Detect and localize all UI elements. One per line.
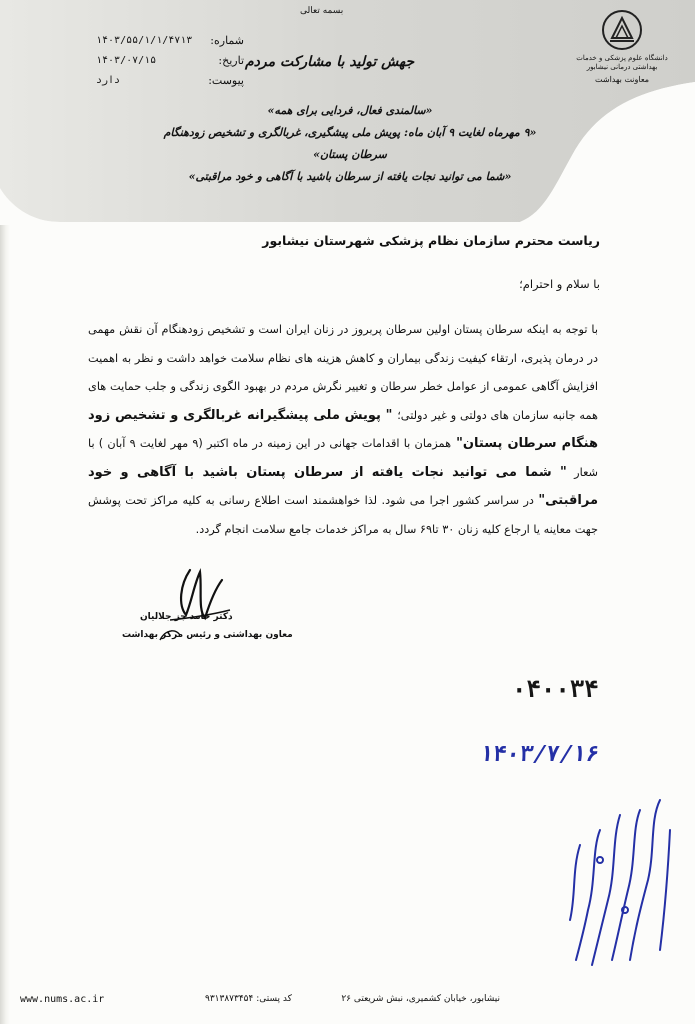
body-bold-2: " شما می توانید نجات یافته از سرطان پستان باشید با آگاهی و خود مراقبتی" xyxy=(88,464,598,508)
attachment-value: دارد xyxy=(96,74,121,86)
campaign-line-2: «۹ مهرماه لغایت ۹ آبان ماه: پویش ملی پیشگیری، غربالگری و تشخیص زودهنگام سرطان پستان» xyxy=(163,126,537,161)
slogan: جهش تولید با مشارکت مردم xyxy=(245,54,415,70)
university-emblem-icon xyxy=(600,8,644,52)
footer xyxy=(0,988,695,1024)
campaign-line-1: «سالمندی فعال، فردایی برای همه» xyxy=(267,104,433,117)
footer-postal-code: کد پستی: ۹۳۱۳۸۷۳۴۵۴ xyxy=(205,994,292,1004)
recipient: ریاست محترم سازمان نظام پزشکی شهرستان نیشابور xyxy=(262,233,600,248)
body-part-2: همزمان با اقدامات جهانی در این زمینه در ماه اکتبر (۹ مهر لغایت ۹ آبان ) با شعار xyxy=(88,437,598,479)
meta-date-row xyxy=(96,50,244,70)
university-name: دانشگاه علوم پزشکی و خدمات بهداشتی درمانی نیشابور xyxy=(576,54,668,71)
body-bold-1: " پویش ملی پیشگیرانه غربالگری و تشخیص زود هنگام سرطان پستان" xyxy=(88,407,598,451)
meta-attachment-row xyxy=(96,70,244,90)
letter-meta xyxy=(96,30,244,90)
date-value: ۱۴۰۳/۰۷/۱۵ xyxy=(96,54,157,66)
campaign-line-3: «شما می توانید نجات یافته از سرطان باشید با آگاهی و خود مراقبتی» xyxy=(188,170,512,183)
signer-title: معاون بهداشتی و رئیس مرکز بهداشت xyxy=(122,630,293,640)
department-name: معاونت بهداشت xyxy=(595,75,649,84)
attachment-label: پیوست: xyxy=(208,73,244,87)
signer-name: دکتر حامد جز جلالیان xyxy=(140,612,233,622)
bismillah: بسمه تعالی xyxy=(300,6,344,16)
number-value: ۱۴۰۳/۵۵/۱/۱/۴۷۱۳ xyxy=(96,34,193,46)
footer-website: www.nums.ac.ir xyxy=(20,994,105,1005)
handwritten-note-icon xyxy=(540,790,690,970)
date-label: تاریخ: xyxy=(218,53,244,67)
body-part-3: در سراسر کشور اجرا می شود. لذا خواهشمند است اطلاع رسانی به کلیه مراکز تحت پوشش جهت معاینه یا ارجاع کلیه زنان ۳۰ تا۶۹ سال به مراکز خدمات جامع سلامت انجام گردد. xyxy=(88,494,598,536)
registration-date-stamp: ۱۴۰۳/۷/۱۶ xyxy=(478,742,601,767)
meta-number-row xyxy=(96,30,244,50)
body-part-1: با توجه به اینکه سرطان پستان اولین سرطان پربروز در زنان ایران است و تشخیص زودهنگام آن نقش مهمی در درمان پذیری، ارتقاء کیفیت زندگی بیماران و کاهش هزینه های نظام سلامت خواهد داشت و نظر به اهمیت افزایش آگاهی عمومی از عوامل خطر سرطان و تغییر نگرش مردم در بهبود الگوی زندگی و جلب حمایت های همه جانبه سازمان های دولتی و غیر دولتی؛ xyxy=(88,323,598,422)
registration-number-stamp: ۰۴۰۰۳۴ xyxy=(512,675,599,703)
greeting: با سلام و احترام؛ xyxy=(519,277,600,291)
footer-address: نیشابور، خیابان کشمیری، نبش شریعتی ۲۶ xyxy=(341,994,500,1004)
university-logo-block xyxy=(567,8,677,84)
number-label: شماره: xyxy=(210,33,244,47)
letter-body xyxy=(88,316,598,544)
campaign-slogans xyxy=(150,100,550,188)
